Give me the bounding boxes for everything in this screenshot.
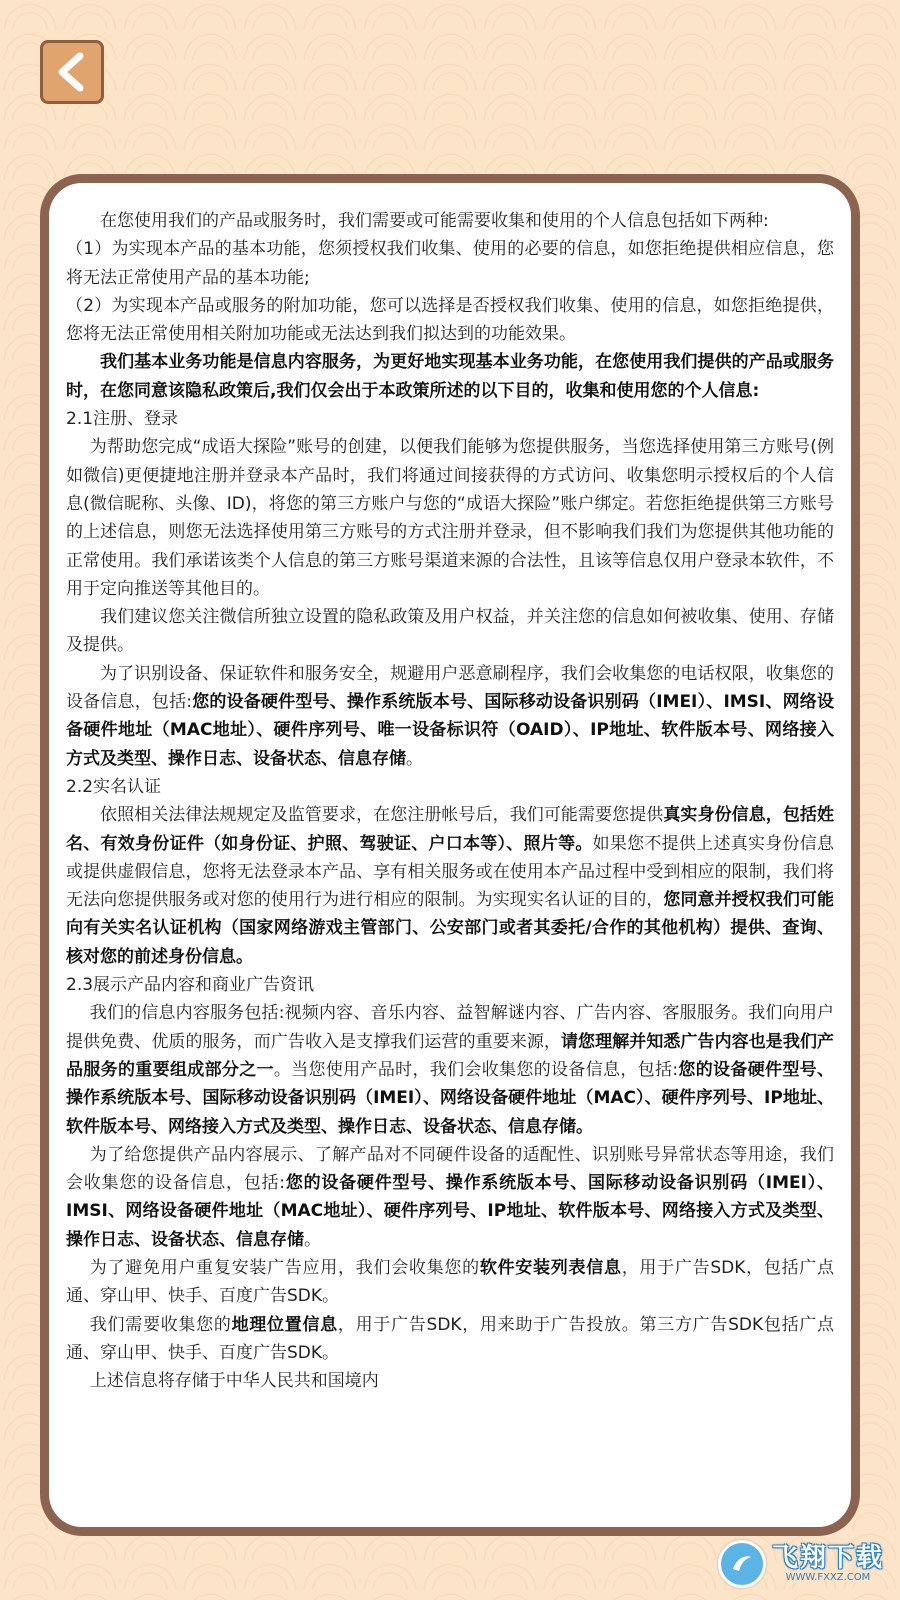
section-title-ads: 2.3展示产品内容和商业广告资讯 [66,975,315,996]
ads-p4-bold: 地理位置信息 [231,1314,338,1335]
real-name-p1-text: 依照相关法律法规规定及监管要求，在您注册帐号后，我们可能需要您提供 [100,805,664,826]
registration-p3-bold: 您的设备硬件型号、操作系统版本号、国际移动设备识别码（IMEI）、IMSI、网络设备硬件地址（MAC地址）、硬件序列号、唯一设备标识符（OAID）、IP地址、软件版本号、网络接入方式及类型、操作日志、设备状态、信息存储 [66,692,834,769]
back-button[interactable] [40,40,104,104]
ads-paragraph-5: 上述信息将存储于中华人民共和国境内 [89,1371,379,1392]
fly-logo-icon [718,1540,766,1588]
policy-purpose-text: 我们基本业务功能是信息内容服务，为更好地实现基本业务功能，在您使用我们提供的产品或服务时，在您同意该隐私政策后,我们仅会出于本政策所述的以下目的，收集和使用您的个人信息: [66,352,834,401]
ads-p1-text: 我们的信息内容服务包括:视频内容、音乐内容、益智解谜内容、广告内容、客服服务。我们向用户提供免费、优质的服务，而广告收入是支撑我们运营的重要来源， [66,1003,834,1052]
watermark-text [772,1544,884,1584]
ads-p1-bold-2: 您的设备硬件型号、操作系统版本号、国际移动设备识别码（IMEI）、网络设备硬件地址（MAC）、硬件序列号、IP地址、软件版本号、网络接入方式及类型、操作日志、设备状态、信息存储。 [66,1059,834,1137]
section-title-real-name: 2.2实名认证 [66,776,162,797]
ads-p4-text-2: ，用于广告SDK，用来助于广告投放。第三方广告SDK包括广点通、穿山甲、快手、百度广告SDK。 [66,1314,834,1363]
real-name-p1-bold: 真实身份信息，包括姓名、有效身份证件（如身份证、护照、驾驶证、户口本等）、照片等。 [66,805,834,854]
ads-p1-bold: 请您理解并知悉广告内容也是我们产品服务的重要组成部分之一 [66,1031,834,1080]
ads-paragraph-2 [66,1141,834,1254]
ads-p3-text-2: ，用于广告SDK，包括广点通、穿山甲、快手、百度广告SDK。 [66,1257,834,1307]
watermark-title: 飞翔下载 [771,1543,884,1573]
real-name-p1-bold-2: 您同意并授权我们可能向有关实名认证机构（国家网络游戏主管部门、公安部门或者其委托/合作的其他机构）提供、查询、核对您的前述身份信息。 [66,890,834,967]
policy-item-2: （2）为实现本产品或服务的附加功能，您可以选择是否授权我们收集、使用的信息，如您拒绝提供，您将无法正常使用相关附加功能或无法达到我们拟达到的功能效果。 [66,295,834,345]
policy-intro: 在您使用我们的产品或服务时，我们需要或可能需要收集和使用的个人信息包括如下两种: [100,211,769,231]
ads-paragraph-4 [66,1311,834,1368]
registration-p3-text: 为了识别设备、保证软件和服务安全，规避用户恶意刷程序，我们会收集您的电话权限，收集您的设备信息，包括: [66,663,834,713]
ads-p1-text-2: 。当您使用产品时，我们会收集您的设备信息，包括: [273,1059,679,1080]
privacy-policy-panel [40,174,860,1536]
ads-p3-bold: 软件安装列表信息 [479,1257,622,1278]
real-name-p1-text-2: 如果您不提供上述真实身份信息或提供虚假信息，您将无法登录本产品、享有相关服务或在使用本产品过程中受到相应的限制，我们将无法向您提供服务或对您的使用行为进行相应的限制。为实现实名认证的目的， [66,833,834,911]
ads-p4-text: 我们需要收集您的 [89,1314,232,1335]
policy-scroll-area[interactable] [66,207,834,1511]
ads-p3-text: 为了避免用户重复安装广告应用，我们会收集您的 [89,1257,480,1278]
scroll-fade [66,1487,834,1511]
ads-paragraph-1 [66,999,834,1140]
chevron-left-icon [54,52,90,92]
section-title-registration: 2.1注册、登录 [66,409,179,430]
policy-item-1: （1）为实现本产品的基本功能，您须授权我们收集、使用的必要的信息，如您拒绝提供相应信息，您将无法正常使用产品的基本功能; [66,239,834,288]
ads-paragraph-3 [66,1254,834,1311]
registration-paragraph-2: 我们建议您关注微信所独立设置的隐私政策及用户权益，并关注您的信息如何被收集、使用、存储及提供。 [66,607,834,656]
real-name-paragraph [66,801,834,971]
ads-p2-end: 。 [304,1229,321,1250]
policy-purpose [66,348,834,405]
registration-paragraph-3 [66,660,834,773]
ads-p2-text: 为了给您提供产品内容展示、了解产品对不同硬件设备的适配性、识别账号异常状态等用途，我们会收集您的设备信息，包括: [66,1144,834,1194]
watermark-url: WWW.FXXZ.COM [785,1572,871,1583]
ads-p2-bold: 您的设备硬件型号、操作系统版本号、国际移动设备识别码（IMEI）、IMSI、网络设备硬件地址（MAC地址）、硬件序列号、IP地址、软件版本号、网络接入方式及类型、操作日志、设备状态、信息存储 [66,1173,834,1250]
registration-paragraph-1: 为帮助您完成“成语大探险”账号的创建，以便我们能够为您提供服务，当您选择使用第三方账号(例如微信)更便捷地注册并登录本产品时，我们将通过间接获得的方式访问、收集您明示授权后的个人信息(微信昵称、头像、ID)，将您的第三方账户与您的“成语大探险”账户绑定。若您拒绝提供第三方账号的上述信息，则您无法选择使用第三方账号的方式注册并登录，但不影响我们我们为您提供其他功能的正常使用。我们承诺该类个人信息的第三方账号渠道来源的合法性，且该等信息仅用户登录本软件，不用于定向推送等其他目的。 [66,437,834,599]
site-watermark [718,1540,884,1588]
registration-p3-end: 。 [406,748,423,769]
